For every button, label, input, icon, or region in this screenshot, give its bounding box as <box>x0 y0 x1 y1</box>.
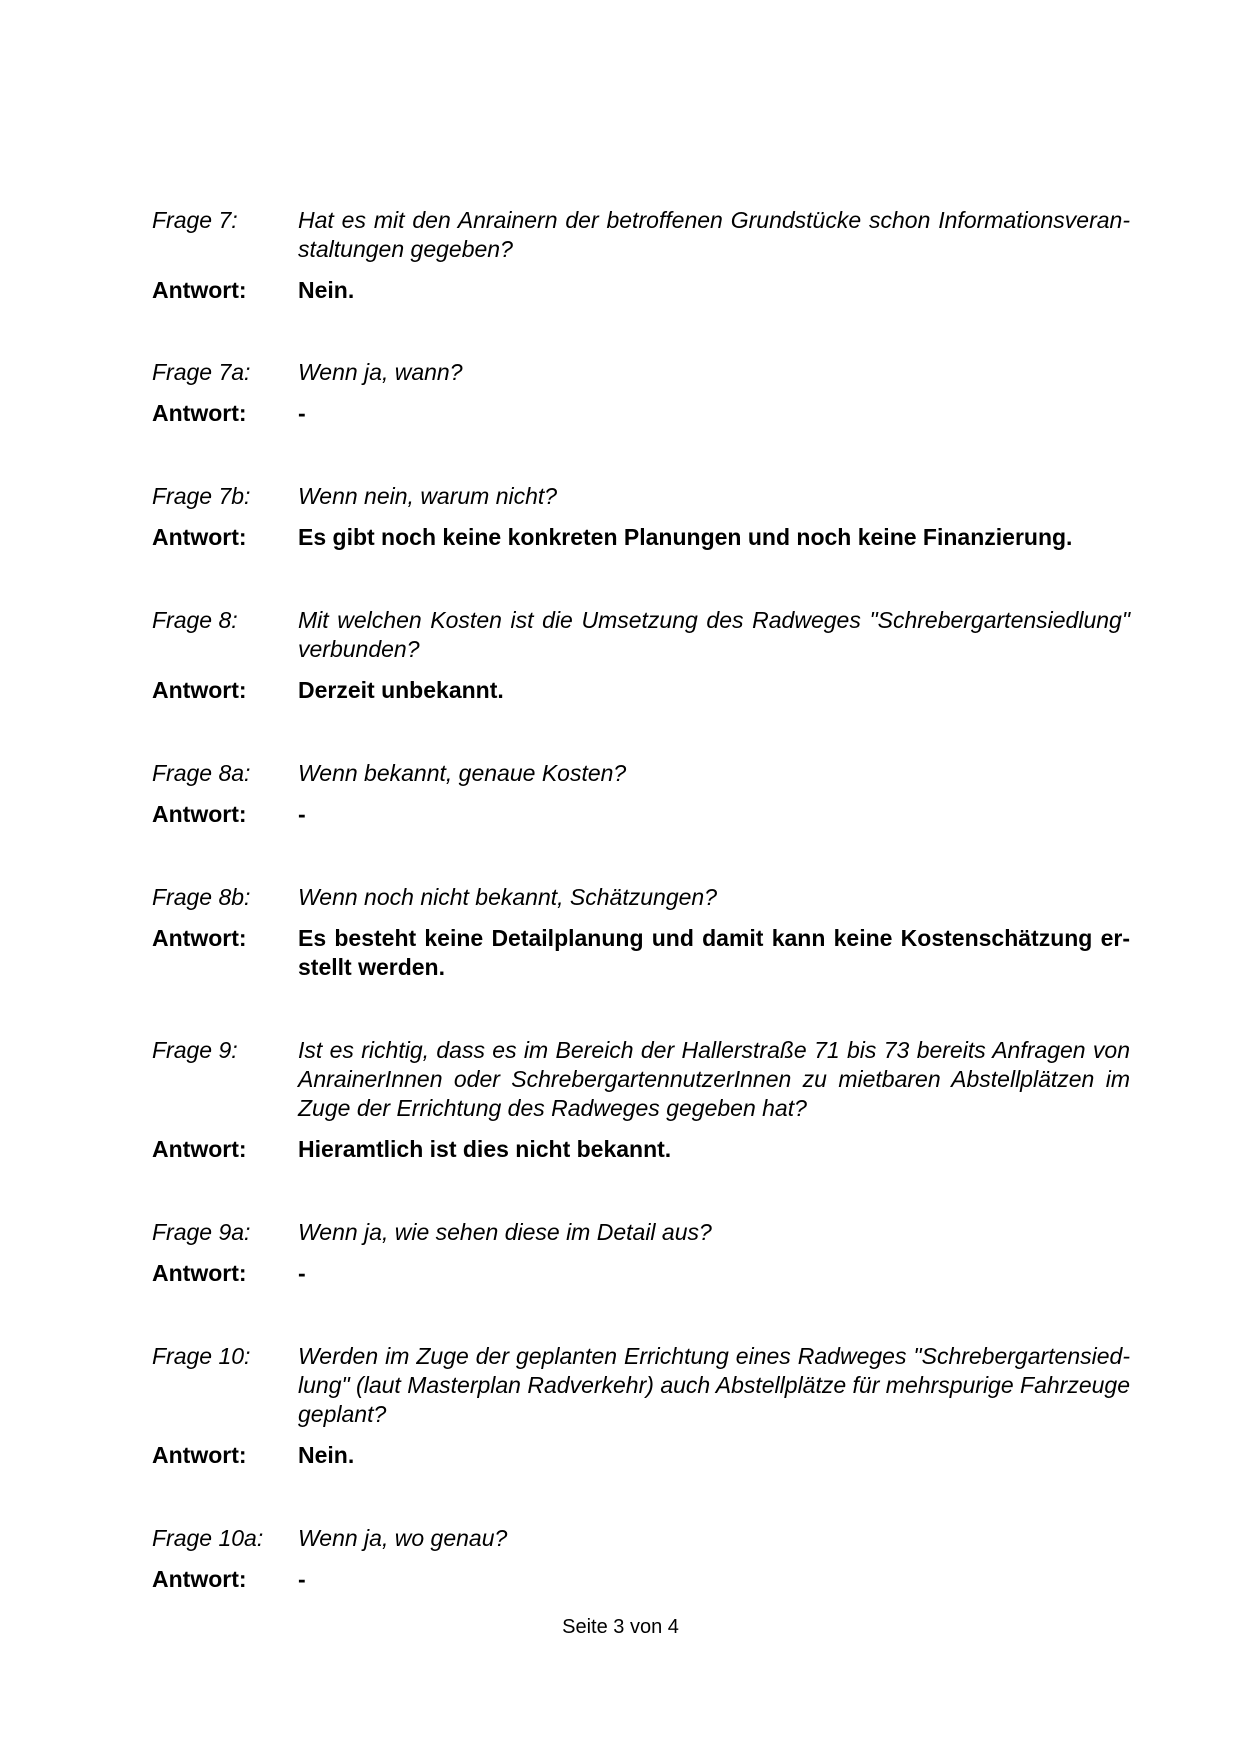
page-number-footer: Seite 3 von 4 <box>562 1616 679 1638</box>
question-text: Wenn nein, warum nicht? <box>298 483 558 509</box>
question-text: Wenn noch nicht bekannt, Schätzungen? <box>298 884 717 910</box>
qa-block-7a <box>152 358 1130 428</box>
question-row <box>152 606 1130 664</box>
qa-block-9 <box>152 1036 1130 1164</box>
qa-block-7 <box>152 206 1130 305</box>
answer-row <box>152 1565 1130 1594</box>
qa-block-8 <box>152 606 1130 705</box>
answer-label: Antwort: <box>152 801 247 827</box>
question-label: Frage 9a: <box>152 1219 251 1245</box>
question-row <box>152 358 1130 387</box>
question-label: Frage 7a: <box>152 359 251 385</box>
question-label: Frage 9: <box>152 1037 238 1063</box>
qa-block-8b <box>152 883 1130 982</box>
answer-label: Antwort: <box>152 925 247 951</box>
answer-row <box>152 523 1130 552</box>
answer-text: Hieramtlich ist dies nicht bekannt. <box>298 1136 672 1162</box>
question-row <box>152 759 1130 788</box>
question-label: Frage 8: <box>152 607 238 633</box>
answer-text: Nein. <box>298 277 355 303</box>
qa-block-10a <box>152 1524 1130 1594</box>
question-label: Frage 8a: <box>152 760 251 786</box>
qa-block-7b <box>152 482 1130 552</box>
answer-text: - <box>298 1260 306 1286</box>
question-label: Frage 10: <box>152 1343 251 1369</box>
answer-row <box>152 1135 1130 1164</box>
answer-text: Nein. <box>298 1442 355 1468</box>
answer-row <box>152 276 1130 305</box>
question-text: Hat es mit den Anrainern der betroffenen Grundstücke schon Informationsveran-staltungen gegeben? <box>298 207 1130 262</box>
question-label: Frage 8b: <box>152 884 251 910</box>
answer-label: Antwort: <box>152 1442 247 1468</box>
question-text: Ist es richtig, dass es im Bereich der Hallerstraße 71 bis 73 bereits Anfragen von AnrainerInnen oder SchrebergartennutzerInnen zu mietbaren Abstellplätzen im Zuge der Errichtung des Radweges gegeben hat? <box>298 1037 1130 1121</box>
answer-label: Antwort: <box>152 1260 247 1286</box>
answer-row <box>152 800 1130 829</box>
answer-text: - <box>298 400 306 426</box>
answer-row <box>152 1441 1130 1470</box>
question-label: Frage 7b: <box>152 483 251 509</box>
answer-row <box>152 924 1130 982</box>
answer-label: Antwort: <box>152 400 247 426</box>
question-label: Frage 10a: <box>152 1525 264 1551</box>
answer-text: - <box>298 801 306 827</box>
question-row <box>152 206 1130 264</box>
question-row <box>152 1342 1130 1429</box>
question-row <box>152 1218 1130 1247</box>
question-row <box>152 1524 1130 1553</box>
answer-label: Antwort: <box>152 1136 247 1162</box>
question-row <box>152 1036 1130 1123</box>
answer-text: - <box>298 1566 306 1592</box>
question-row <box>152 482 1130 511</box>
answer-label: Antwort: <box>152 524 247 550</box>
answer-label: Antwort: <box>152 277 247 303</box>
question-text: Mit welchen Kosten ist die Umsetzung des Radweges "Schrebergartensiedlung" verbunden? <box>298 607 1130 662</box>
answer-label: Antwort: <box>152 1566 247 1592</box>
question-text: Wenn ja, wann? <box>298 359 463 385</box>
question-text: Wenn ja, wo genau? <box>298 1525 508 1551</box>
answer-row <box>152 399 1130 428</box>
answer-text: Derzeit unbekannt. <box>298 677 504 703</box>
question-label: Frage 7: <box>152 207 238 233</box>
question-text: Wenn ja, wie sehen diese im Detail aus? <box>298 1219 712 1245</box>
qa-block-10 <box>152 1342 1130 1470</box>
question-text: Werden im Zuge der geplanten Errichtung eines Radweges "Schrebergartensied-lung" (laut Masterplan Radverkehr) auch Abstellplätze für mehrspurige Fahrzeuge geplant? <box>298 1343 1130 1427</box>
qa-block-9a <box>152 1218 1130 1288</box>
answer-row <box>152 1259 1130 1288</box>
qa-block-8a <box>152 759 1130 829</box>
answer-row <box>152 676 1130 705</box>
answer-text: Es gibt noch keine konkreten Planungen und noch keine Finanzierung. <box>298 524 1073 550</box>
answer-text: Es besteht keine Detailplanung und damit kann keine Kostenschätzung er-stellt werden. <box>298 925 1130 980</box>
answer-label: Antwort: <box>152 677 247 703</box>
question-text: Wenn bekannt, genaue Kosten? <box>298 760 627 786</box>
question-row <box>152 883 1130 912</box>
